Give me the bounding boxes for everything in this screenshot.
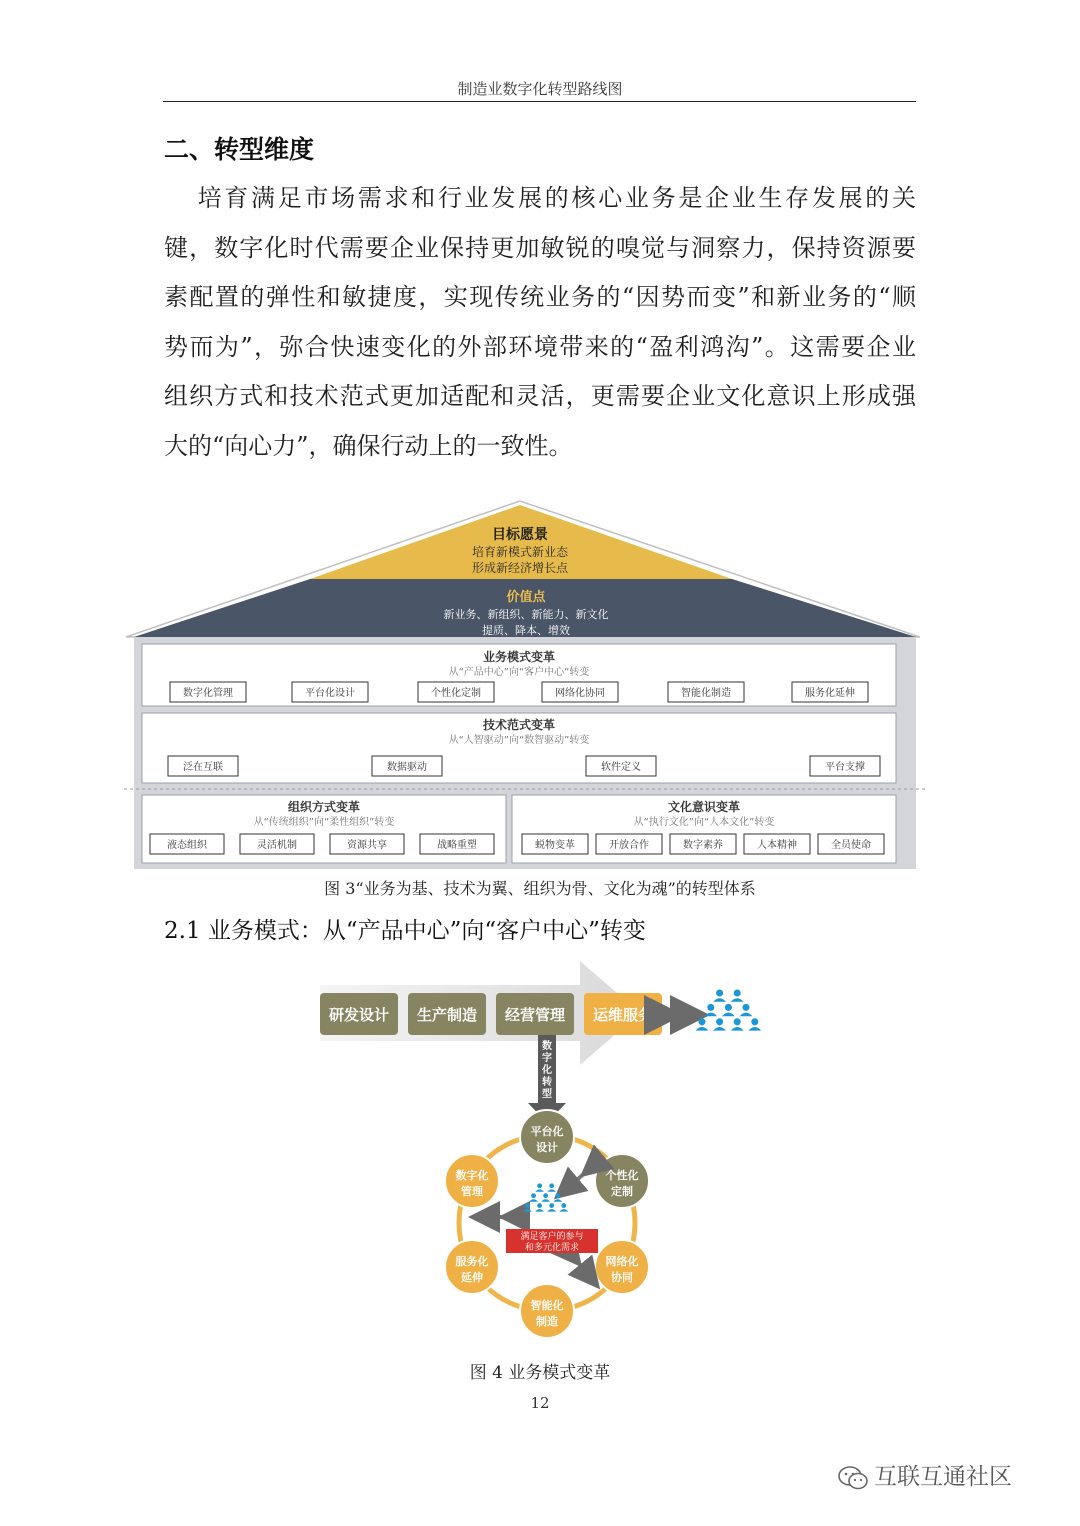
business-subtitle: 从“产品中心”向“客户中心”转变: [448, 667, 590, 678]
paragraph-line: 培育满足市场需求和行业发展的核心业务是企业生存发展的关: [197, 184, 916, 212]
technology-item-label: 数据驱动: [387, 762, 427, 773]
business-title: 业务模式变革: [482, 650, 556, 664]
subsection-heading: 2.1 业务模式：从“产品中心”向“客户中心”转变: [164, 918, 646, 944]
technology-item-label: 平台支撑: [825, 762, 865, 773]
business-item-label: 个性化定制: [431, 688, 481, 699]
business-item-label: 数字化管理: [183, 688, 233, 699]
down-arrow-label: 化: [542, 1065, 552, 1076]
value-line1: 新业务、新组织、新能力、新文化: [443, 608, 609, 621]
down-arrow-label: 型: [542, 1089, 552, 1100]
body-paragraph: [164, 174, 916, 471]
cycle-node-label: 管理: [461, 1185, 483, 1198]
inner-arrow-icon: [566, 1167, 592, 1189]
organization-item-label: 资源共享: [347, 840, 387, 851]
organization-title: 组织方式变革: [287, 800, 361, 814]
cycle-node-label: 平台化: [530, 1125, 564, 1138]
figure3-house-diagram: [120, 495, 960, 875]
cycle-node-label: 制造: [536, 1315, 558, 1328]
technology-title: 技术范式变革: [482, 718, 556, 732]
culture-item-label: 开放合作: [609, 840, 649, 851]
cycle-node-label: 个性化: [605, 1169, 639, 1182]
paragraph-line: 组织方式和技术范式更加适配和灵活，更需要企业文化意识上形成强: [164, 382, 916, 410]
people-group-icon: [523, 1183, 568, 1211]
culture-item-label: 人本精神: [757, 840, 797, 851]
chain-step-label: 研发设计: [328, 1006, 390, 1024]
business-item-label: 平台化设计: [305, 688, 355, 699]
business-item-label: 网络化协同: [555, 688, 605, 699]
watermark: [838, 1458, 1012, 1491]
vision-title: 目标愿景: [492, 527, 548, 543]
value-line2: 提质、降本、增效: [482, 624, 570, 637]
wechat-icon: [838, 1465, 868, 1491]
chain-step-label: 经营管理: [504, 1006, 566, 1024]
cycle-node-label: 延伸: [461, 1271, 483, 1284]
cycle-node-label: 设计: [536, 1141, 558, 1154]
vision-line1: 培育新模式新业态: [471, 545, 569, 559]
paragraph-line: 势而为”，弥合快速变化的外部环境带来的“盈利鸿沟”。这需要企业: [164, 332, 916, 361]
cycle-node-label: 定制: [611, 1185, 633, 1198]
paragraph-line: 大的“向心力”，确保行动上的一致性。: [164, 431, 573, 460]
running-header: 制造业数字化转型路线图: [457, 80, 623, 98]
center-label-line2: 和多元化需求: [524, 1243, 580, 1253]
center-label-line1: 满足客户的参与: [520, 1232, 584, 1242]
section-heading: 二、转型维度: [164, 135, 315, 164]
technology-item-label: 泛在互联: [183, 762, 223, 773]
value-title: 价值点: [506, 590, 546, 605]
figure3-caption: 图 3“业务为基、技术为翼、组织为骨、文化为魂”的转型体系: [324, 879, 756, 898]
figure4-business-diagram: [300, 955, 780, 1345]
business-item-label: 服务化延伸: [805, 688, 855, 699]
header-rule: [163, 101, 916, 102]
culture-subtitle: 从“执行文化”向“人本文化”转变: [633, 817, 775, 828]
figure4-caption: 图 4 业务模式变革: [469, 1363, 611, 1383]
cycle-node-label: 协同: [611, 1271, 633, 1284]
chain-step-label: 运维服务: [592, 1006, 654, 1024]
watermark-text: 互联互通社区: [874, 1464, 1012, 1490]
business-item-label: 智能化制造: [681, 688, 731, 699]
organization-item-label: 灵活机制: [257, 840, 297, 851]
people-group-icon: [696, 989, 762, 1030]
cycle-node-label: 网络化: [605, 1255, 639, 1268]
organization-subtitle: 从“传统组织”向“柔性组织”转变: [253, 817, 395, 828]
vision-line2: 形成新经济增长点: [471, 561, 569, 575]
culture-item-label: 蜕物变革: [535, 840, 575, 851]
chain-step-label: 生产制造: [416, 1006, 478, 1024]
cycle-node-label: 服务化: [455, 1255, 489, 1268]
down-arrow-label: 字: [542, 1053, 552, 1064]
paragraph-line: 键，数字化时代需要企业保持更加敏锐的嗅觉与洞察力，保持资源要: [164, 233, 916, 262]
cycle-node-label: 智能化: [530, 1299, 564, 1312]
culture-item-label: 全员使命: [831, 840, 871, 851]
paragraph-line: 素配置的弹性和敏捷度，实现传统业务的“因势而变”和新业务的“顺: [164, 283, 916, 311]
technology-subtitle: 从“人智驱动”向“数智驱动”转变: [448, 735, 590, 746]
culture-item-label: 数字素养: [683, 840, 723, 851]
technology-item-label: 软件定义: [601, 762, 641, 773]
cycle-node-label: 数字化: [455, 1169, 489, 1182]
inner-arrow-icon: [572, 1255, 590, 1277]
organization-item-label: 液态组织: [167, 840, 207, 851]
organization-item-label: 战略重塑: [437, 840, 477, 851]
culture-title: 文化意识变革: [667, 800, 741, 814]
page-number: 12: [530, 1394, 550, 1412]
down-arrow-label: 数: [542, 1041, 552, 1052]
down-arrow-label: 转: [542, 1077, 552, 1088]
